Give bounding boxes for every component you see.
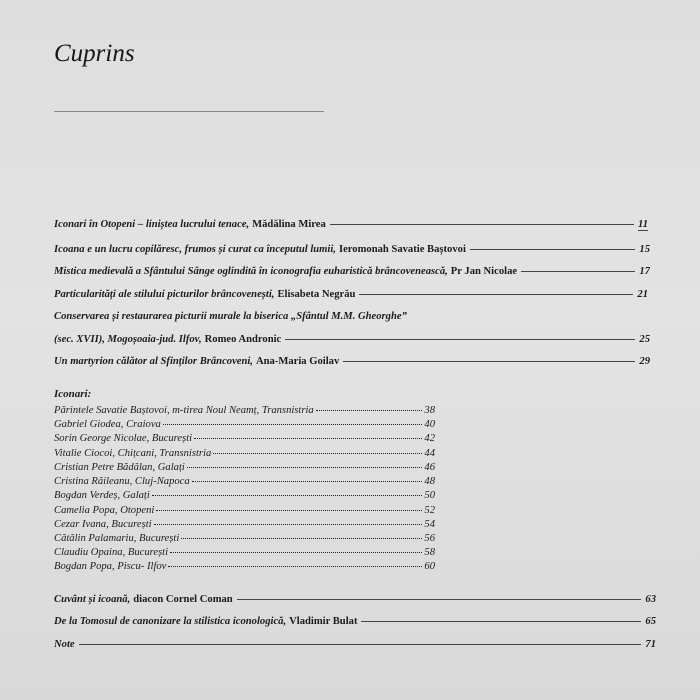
leader-dots (168, 566, 422, 567)
leader-line (237, 599, 642, 600)
iconar-name: Gabriel Giodea, Craiova (54, 419, 161, 430)
entry-title: Particularități ale stilului picturilor brâncovenești, (54, 289, 275, 300)
leader-dots (163, 424, 423, 425)
entry-page: 71 (645, 639, 656, 650)
iconar-page: 56 (424, 533, 435, 544)
toc-entry (54, 356, 650, 367)
iconar-page: 46 (424, 462, 435, 473)
iconar-entry (54, 547, 435, 558)
leader-dots (154, 524, 423, 525)
toc-entry (54, 266, 650, 277)
leader-line (361, 621, 641, 622)
entry-title: (sec. XVII), Mogoșoaia-jud. Ilfov, (54, 334, 202, 345)
entry-author: diacon Cornel Coman (133, 594, 233, 605)
toc-entry (54, 289, 648, 300)
entry-page: 29 (639, 356, 650, 367)
iconar-entry (54, 490, 435, 501)
iconar-entry (54, 405, 435, 416)
toc-entry (54, 244, 650, 255)
iconar-name: Bogdan Popa, Piscu- Ilfov (54, 561, 167, 572)
iconar-page: 58 (424, 547, 435, 558)
entry-page: 17 (639, 266, 650, 277)
iconar-entry (54, 505, 435, 516)
entry-page: 65 (645, 616, 656, 627)
iconar-entry (54, 448, 435, 459)
toc-entry (54, 311, 614, 322)
iconar-page: 44 (424, 448, 435, 459)
leader-line (470, 249, 636, 250)
entry-page: 15 (639, 244, 650, 255)
title-divider (54, 111, 324, 112)
entry-title: Icoana e un lucru copilăresc, frumos și curat ca începutul lumii, (54, 244, 336, 255)
iconar-page: 42 (424, 433, 435, 444)
entry-author: Mădălina Mirea (252, 219, 326, 230)
page-title: Cuprins (54, 40, 135, 67)
toc-entry (54, 219, 648, 231)
iconar-page: 52 (424, 505, 435, 516)
iconar-name: Camelia Popa, Otopeni (54, 505, 155, 516)
leader-dots (156, 510, 422, 511)
entry-title: Cuvânt și icoană, (54, 594, 131, 605)
entry-title: Conservarea și restaurarea picturii murale la biserica „Sfântul M.M. Gheorghe” (54, 311, 407, 322)
leader-dots (170, 552, 422, 553)
entry-title: Un martyrion călător al Sfinților Brâncoveni, (54, 356, 253, 367)
iconar-page: 48 (424, 476, 435, 487)
entry-title: Iconari în Otopeni – liniștea lucrului tenace, (54, 219, 250, 230)
entry-author: Ieromonah Savatie Baștovoi (338, 244, 466, 255)
leader-dots (194, 438, 422, 439)
iconar-page: 50 (424, 490, 435, 501)
entry-page: 63 (645, 594, 656, 605)
iconar-name: Vitalie Ciocoi, Chițcani, Transnistria (54, 448, 212, 459)
leader-dots (213, 453, 422, 454)
iconar-name: Claudiu Opaina, București (54, 547, 169, 558)
iconar-page: 54 (424, 519, 435, 530)
iconar-entry (54, 533, 435, 544)
entry-author: Pr Jan Nicolae (450, 266, 518, 277)
iconar-entry (54, 433, 435, 444)
entry-title: Mistica medievală a Sfântului Sânge oglindită în iconografia euharistică brâncovenească, (54, 266, 448, 277)
iconar-name: Cristina Răileanu, Cluj-Napoca (54, 476, 190, 487)
entry-author: Elisabeta Negrău (277, 289, 356, 300)
leader-line (359, 294, 633, 295)
entry-page: 11 (637, 219, 648, 230)
entry-title: De la Tomosul de canonizare la stilistica iconologică, (54, 616, 287, 627)
iconar-page: 38 (424, 405, 435, 416)
leader-line (330, 224, 634, 225)
iconar-entry (54, 561, 435, 572)
leader-line (285, 339, 635, 340)
entry-page: 21 (637, 289, 648, 300)
leader-dots (181, 538, 422, 539)
leader-dots (316, 410, 423, 411)
iconar-entry (54, 476, 435, 487)
iconar-name: Cristian Petre Bădălan, Galați (54, 462, 185, 473)
iconar-entry (54, 462, 435, 473)
leader-line (343, 361, 635, 362)
iconar-name: Părintele Savatie Baștovoi, m-tirea Noul Neamț, Transnistria (54, 405, 314, 416)
leader-dots (152, 495, 423, 496)
leader-dots (187, 467, 423, 468)
iconar-name: Sorin George Nicolae, București (54, 433, 193, 444)
iconar-entry (54, 519, 435, 530)
toc-entry (54, 616, 656, 627)
iconar-entry (54, 419, 435, 430)
iconar-name: Bogdan Verdeș, Galați (54, 490, 150, 501)
entry-author: Vladimir Bulat (289, 616, 358, 627)
section-heading: Iconari: (54, 388, 92, 400)
leader-dots (192, 481, 423, 482)
iconar-name: Cătălin Palamariu, București (54, 533, 180, 544)
toc-entry (54, 334, 650, 345)
entry-author: Romeo Andronic (204, 334, 282, 345)
entry-author: Ana-Maria Goilav (255, 356, 340, 367)
iconar-name: Cezar Ivana, București (54, 519, 152, 530)
leader-line (79, 644, 642, 645)
iconar-page: 60 (424, 561, 435, 572)
toc-entry (54, 639, 656, 650)
toc-entry (54, 594, 656, 605)
entry-title: Note (54, 639, 75, 650)
iconar-page: 40 (424, 419, 435, 430)
leader-line (521, 271, 635, 272)
entry-page: 25 (639, 334, 650, 345)
